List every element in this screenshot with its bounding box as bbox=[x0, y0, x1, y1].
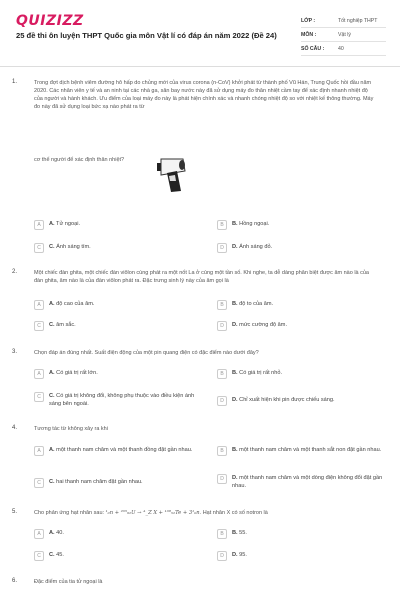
meta-label: MÔN : bbox=[301, 31, 317, 38]
option-c[interactable] bbox=[34, 477, 204, 491]
option-label: A. bbox=[49, 370, 55, 376]
question-6 bbox=[12, 578, 388, 590]
thermometer-gun-icon bbox=[155, 149, 205, 194]
option-letter: D bbox=[217, 551, 227, 561]
option-text: một thanh nam châm và một thanh đồng đặt gần nhau. bbox=[56, 447, 193, 453]
question-number: 1. bbox=[12, 79, 18, 85]
option-d[interactable] bbox=[217, 320, 387, 334]
question-3 bbox=[12, 349, 388, 361]
question-text-before: Cho phản ứng hạt nhân sau: bbox=[34, 510, 105, 516]
option-label: B. bbox=[232, 447, 238, 453]
option-label: B. bbox=[232, 530, 238, 536]
option-label: C. bbox=[49, 322, 55, 328]
option-label: A. bbox=[49, 447, 55, 453]
option-text: hai thanh nam châm đặt gần nhau. bbox=[56, 479, 143, 485]
option-text: 40. bbox=[56, 530, 64, 536]
option-a[interactable] bbox=[34, 445, 204, 467]
option-letter: A bbox=[34, 300, 44, 310]
question-number: 5. bbox=[12, 509, 18, 515]
option-letter: D bbox=[217, 396, 227, 406]
option-label: A. bbox=[49, 221, 55, 227]
question-number: 2. bbox=[12, 269, 18, 275]
option-d[interactable] bbox=[217, 242, 387, 256]
question-2 bbox=[12, 269, 388, 299]
option-letter: C bbox=[34, 392, 44, 402]
option-text: Có giá trị rất nhỏ. bbox=[239, 370, 283, 376]
option-letter: A bbox=[34, 446, 44, 456]
option-letter: B bbox=[217, 446, 227, 456]
question-number: 3. bbox=[12, 349, 18, 355]
option-a[interactable] bbox=[34, 299, 204, 313]
option-letter: D bbox=[217, 474, 227, 484]
option-label: B. bbox=[232, 370, 238, 376]
question-text: Trong đợt dịch bệnh viêm đường hô hấp do chủng mới của virus corona (n-CoV) khởi phát từ thành phố Vũ Hán, Trung Quốc hồi đầu năm 2020. Các nhân viên y tế và an ninh tại các nhà ga, sân bay nước này đã sử dụng máy đo thân nhiệt cầm tay để xác định nhanh nhiệt độ của người và hành khách. Ưu điểm của loại máy đo này là phát hiện chính xác và nhanh chóng nhiệt độ so với nhiệt kế thông thường. Máy đo này đã sử dụng loại bức xạ nào phát ra từ bbox=[34, 80, 374, 110]
option-letter: B bbox=[217, 300, 227, 310]
option-text: 45. bbox=[56, 552, 64, 558]
option-c[interactable] bbox=[34, 550, 204, 564]
option-letter: B bbox=[217, 369, 227, 379]
option-b[interactable] bbox=[217, 219, 387, 233]
option-label: A. bbox=[49, 530, 55, 536]
question-5 bbox=[12, 509, 388, 521]
option-b[interactable] bbox=[217, 445, 387, 467]
option-b[interactable] bbox=[217, 368, 387, 382]
option-label: C. bbox=[49, 479, 55, 485]
option-b[interactable] bbox=[217, 299, 387, 313]
header-divider bbox=[0, 66, 400, 67]
option-text: 55. bbox=[239, 530, 247, 536]
option-letter: C bbox=[34, 321, 44, 331]
option-letter: B bbox=[217, 220, 227, 230]
option-letter: C bbox=[34, 551, 44, 561]
option-letter: C bbox=[34, 478, 44, 488]
option-d[interactable] bbox=[217, 473, 387, 495]
question-text bbox=[34, 509, 378, 517]
meta-label: SỐ CÂU : bbox=[301, 45, 325, 52]
option-c[interactable] bbox=[34, 391, 204, 413]
option-text: độ cao của âm. bbox=[56, 301, 95, 307]
option-text: Chỉ xuất hiện khi pin được chiếu sáng. bbox=[239, 397, 335, 403]
question-number: 6. bbox=[12, 578, 18, 584]
option-text: Hồng ngoại. bbox=[239, 221, 270, 227]
quizizz-logo: QUIZIZZ bbox=[16, 13, 84, 29]
option-text: một thanh nam châm và một dòng điện không đổi đặt gần nhau. bbox=[232, 475, 383, 489]
option-text: 95. bbox=[239, 552, 247, 558]
option-label: D. bbox=[232, 397, 238, 403]
meta-row-count bbox=[301, 42, 386, 56]
reaction-formula: ¹₀n + ²³⁵₉₂U → ᴬ_Z X + ¹³⁸₅₂Te + 3¹₀n bbox=[105, 510, 200, 516]
question-4 bbox=[12, 425, 388, 437]
option-text: âm sắc. bbox=[56, 322, 76, 328]
meta-value: 40 bbox=[338, 45, 344, 52]
option-letter: C bbox=[34, 243, 44, 253]
question-text: Chọn đáp án đúng nhất. Suất điện động của một pin quang điện có đặc điểm nào dưới đây? bbox=[34, 350, 259, 356]
option-label: B. bbox=[232, 221, 238, 227]
option-text: độ to của âm. bbox=[239, 301, 274, 307]
option-c[interactable] bbox=[34, 242, 204, 256]
meta-row-class bbox=[301, 14, 386, 28]
option-label: C. bbox=[49, 244, 55, 250]
option-text: một thanh nam châm và một thanh sắt non đặt gần nhau. bbox=[239, 447, 382, 453]
option-a[interactable] bbox=[34, 528, 204, 542]
meta-value: Vật lý bbox=[338, 31, 351, 38]
option-letter: D bbox=[217, 321, 227, 331]
option-text: Ánh sáng đỏ. bbox=[239, 244, 273, 250]
option-a[interactable] bbox=[34, 368, 204, 382]
option-label: D. bbox=[232, 475, 238, 481]
option-letter: D bbox=[217, 243, 227, 253]
meta-value: Tốt nghiệp THPT bbox=[338, 17, 378, 24]
page-title: 25 đề thi ôn luyện THPT Quốc gia môn Vật lí có đáp án năm 2022 (Đề 24) bbox=[16, 31, 277, 40]
question-text: Tương tác từ không xảy ra khi bbox=[34, 426, 108, 432]
option-label: D. bbox=[232, 552, 238, 558]
option-letter: A bbox=[34, 529, 44, 539]
option-d[interactable] bbox=[217, 550, 387, 564]
option-b[interactable] bbox=[217, 528, 387, 542]
option-letter: A bbox=[34, 220, 44, 230]
header bbox=[0, 0, 400, 66]
option-label: B. bbox=[232, 301, 238, 307]
option-text: Ánh sáng tím. bbox=[56, 244, 91, 250]
question-number: 4. bbox=[12, 425, 18, 431]
option-label: D. bbox=[232, 244, 238, 250]
option-c[interactable] bbox=[34, 320, 204, 334]
option-text: Có giá trị rất lớn. bbox=[56, 370, 98, 376]
option-label: C. bbox=[49, 552, 55, 558]
option-letter: B bbox=[217, 529, 227, 539]
option-a[interactable] bbox=[34, 219, 204, 233]
meta-row-subject bbox=[301, 28, 386, 42]
option-label: D. bbox=[232, 322, 238, 328]
question-text-after: . Hạt nhân X có số notron là bbox=[199, 510, 268, 516]
option-d[interactable] bbox=[217, 395, 387, 409]
option-letter: A bbox=[34, 369, 44, 379]
option-text: Có giá trị không đổi, không phụ thuộc vào điều kiện ánh sáng bên ngoài. bbox=[49, 393, 195, 407]
question-text: Một chiếc đàn ghita, một chiếc đàn viôlon cùng phát ra một nốt La ở cùng một tần số. Khi nghe, ta dễ dàng phân biệt được âm nào là của đàn ghita, âm nào là của đàn viôlon phát ra. Đặc trưng sinh lý này của âm gọi là bbox=[34, 270, 369, 284]
option-text: Tử ngoại. bbox=[56, 221, 81, 227]
question-text: Đặc điểm của tia tử ngoại là bbox=[34, 579, 103, 585]
meta-panel bbox=[301, 14, 386, 56]
option-label: A. bbox=[49, 301, 55, 307]
option-text: mức cường độ âm. bbox=[239, 322, 287, 328]
option-label: C. bbox=[49, 393, 55, 399]
meta-label: LỚP : bbox=[301, 17, 316, 24]
question-text-continued: cơ thể người để xác định thân nhiệt? bbox=[34, 157, 125, 163]
